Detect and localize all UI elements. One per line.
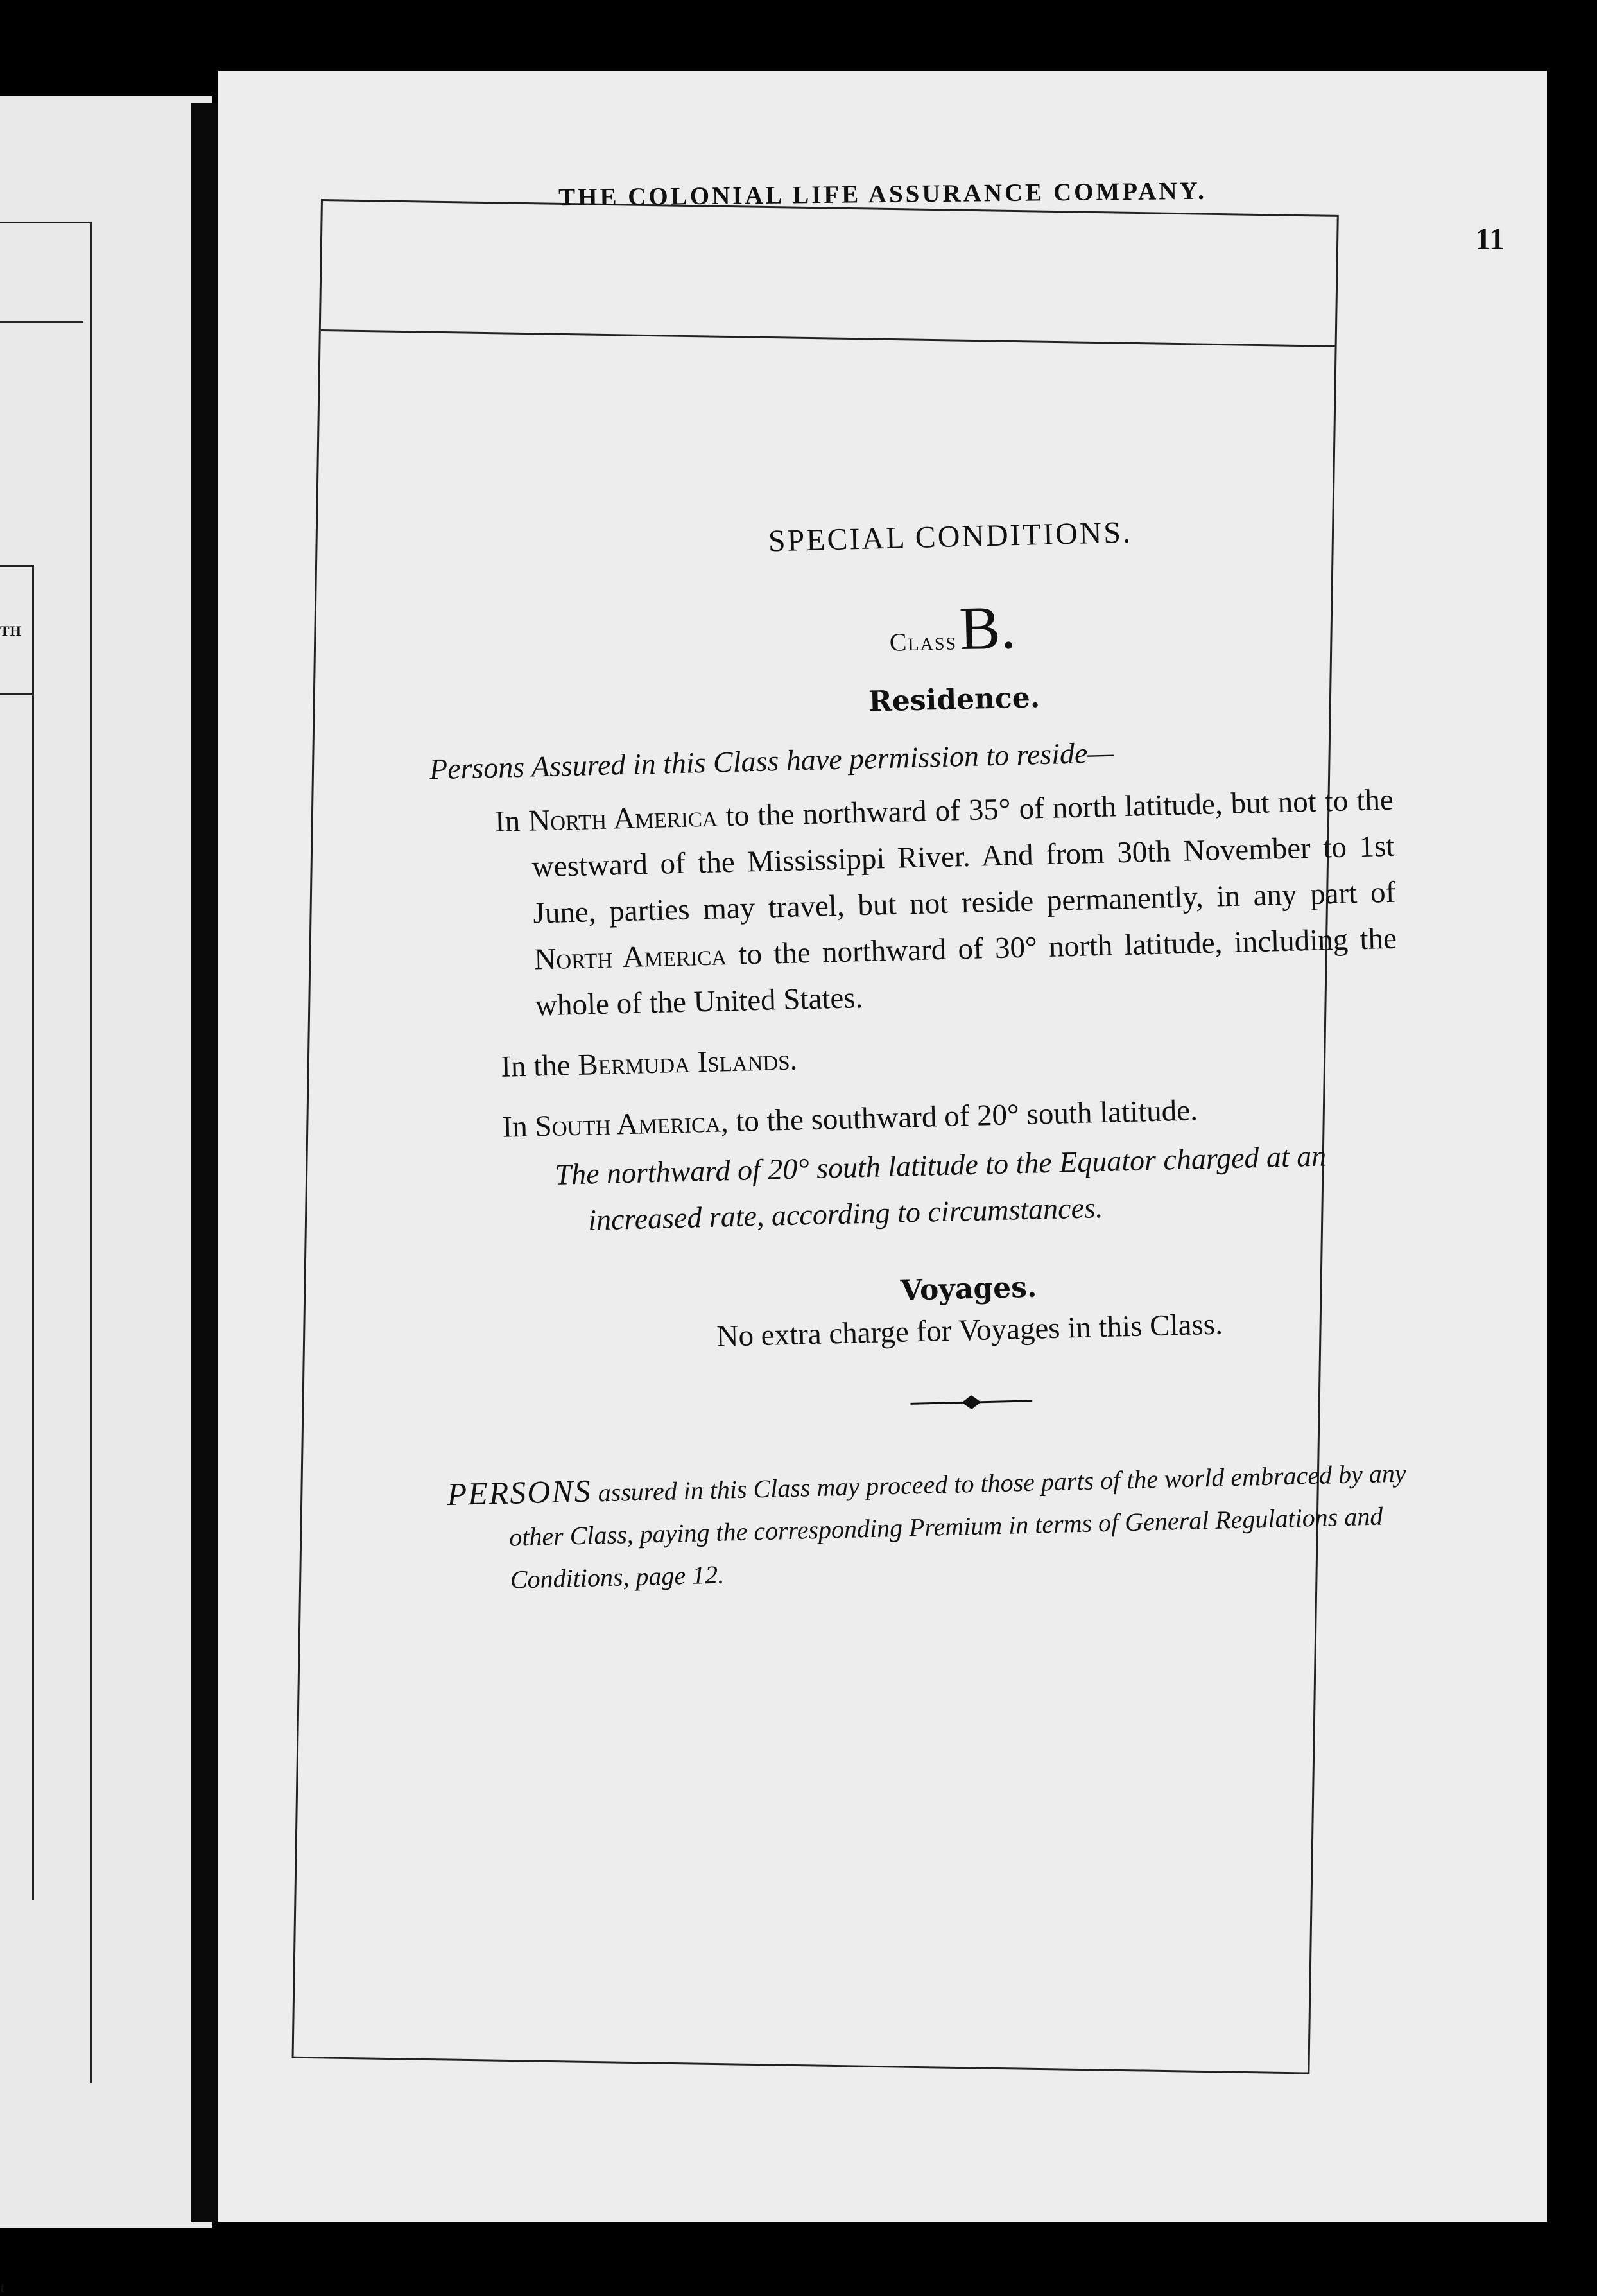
- bermuda-region: Bermuda Islands.: [577, 1043, 798, 1082]
- north-america-paragraph: [494, 777, 1398, 1030]
- residence-intro: Persons Assured in this Class have permission to reside—: [429, 736, 1114, 786]
- class-heading: [515, 582, 1390, 675]
- running-head: THE COLONIAL LIFE ASSURANCE COMPANY.: [558, 177, 1207, 212]
- voyages-heading: Voyages.: [900, 1271, 1037, 1307]
- na-region: North America: [528, 799, 718, 838]
- footnote: [447, 1449, 1412, 1603]
- page-content: [385, 509, 1412, 1604]
- left-page-rule: [32, 565, 34, 1900]
- sa-region: South America: [534, 1105, 721, 1144]
- na-text: to the northward of 35° of north latitude, but not to the westward of the Mississippi River. And from 30th November to 1st June, parties may travel, but not reside permanently, in any part of: [531, 783, 1396, 930]
- left-page-rule: [0, 565, 33, 567]
- sa-in: In: [502, 1109, 536, 1144]
- page-number: 11: [1475, 222, 1505, 256]
- na-in: In: [494, 804, 529, 839]
- header-rule: [321, 329, 1335, 347]
- residence-heading: Residence.: [868, 681, 1040, 718]
- ornament-icon: [910, 1391, 1033, 1414]
- left-page-rule: [0, 222, 90, 223]
- right-page: [218, 71, 1547, 2222]
- class-letter: B.: [958, 593, 1017, 663]
- sa-text: , to the southward of 20° south latitude.: [720, 1093, 1198, 1139]
- na-text-2: to the northward of 30° north latitude, including the whole of the United States.: [535, 921, 1397, 1023]
- south-america-note: The northward of 20° south latitude to the Equator charged at an increased rate, according to circumstances.: [554, 1139, 1327, 1237]
- class-word: Class: [889, 626, 958, 657]
- left-page-text: TH: [0, 623, 22, 639]
- left-page-rule: [0, 321, 83, 323]
- bermuda-paragraph: [500, 1022, 1399, 1090]
- na-region-2: North America: [533, 938, 727, 977]
- left-page-text: t: [0, 2279, 6, 2295]
- left-page-rule: [0, 693, 33, 695]
- ornament-divider: [535, 1382, 1408, 1425]
- left-page-fragment: [0, 96, 212, 2295]
- left-page-rule: [90, 222, 92, 2083]
- footnote-text: assured in this Class may proceed to those parts of the world embraced by any other Class, paying the corresponding Premium in terms of General Regulations and Conditions, page 12.: [508, 1458, 1407, 1594]
- voyages-text: No extra charge for Voyages in this Class.: [716, 1307, 1223, 1353]
- section-title: SPECIAL CONDITIONS.: [768, 515, 1133, 559]
- bermuda-in: In the: [500, 1048, 579, 1084]
- footnote-lead: PERSONS: [446, 1472, 592, 1513]
